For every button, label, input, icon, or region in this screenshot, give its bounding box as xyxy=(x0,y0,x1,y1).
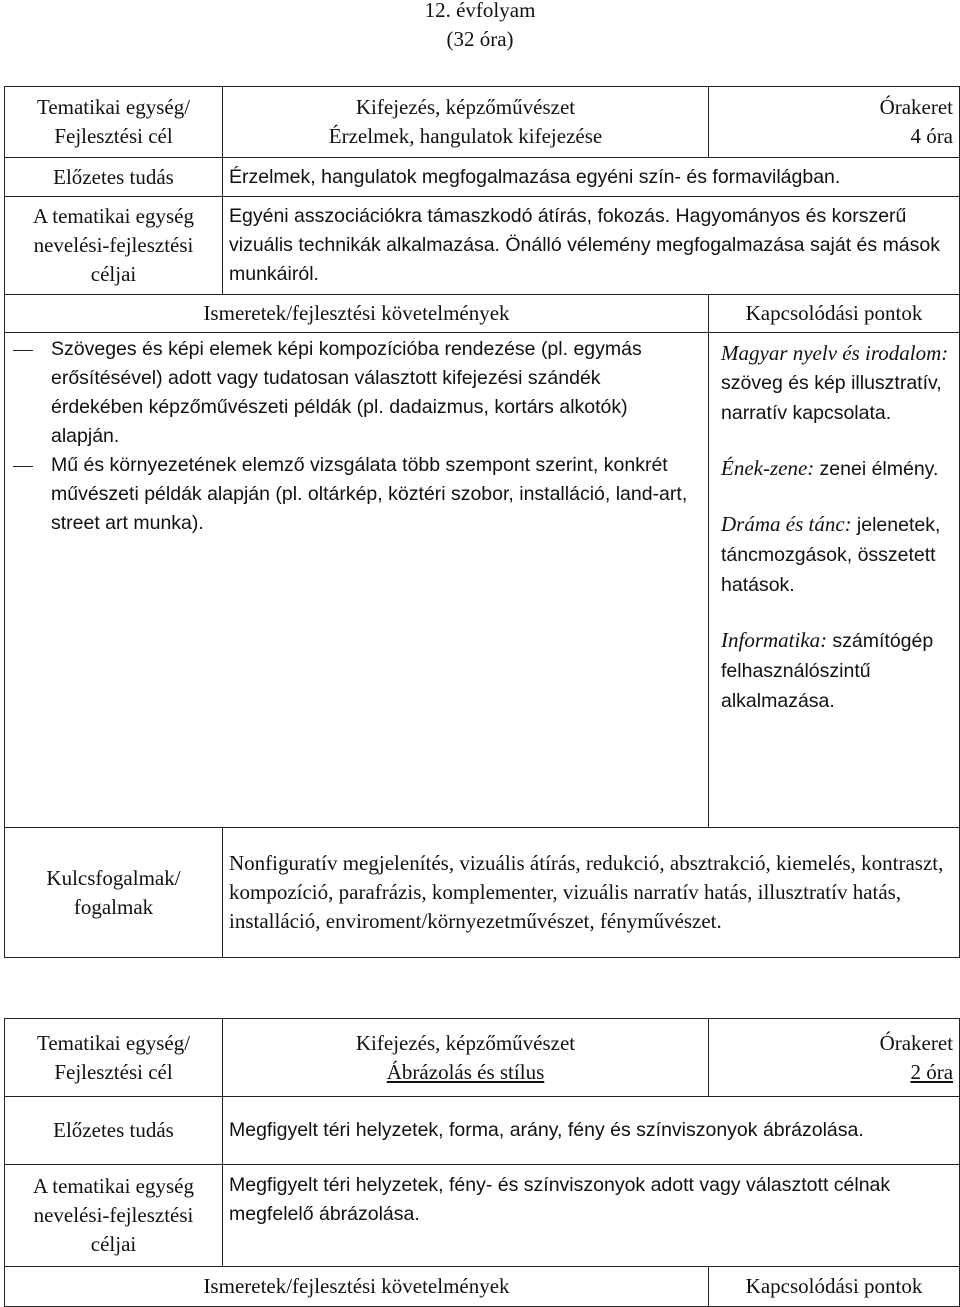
prereq-text: Megfigyelt téri helyzetek, forma, arány, fény és színviszonyok ábrázolása. xyxy=(223,1097,960,1165)
hours-cell xyxy=(709,87,960,158)
unit-2-table xyxy=(4,1018,960,1307)
keywords-label-line-2: fogalmak xyxy=(73,894,154,919)
goals-text: Megfigyelt téri helyzetek, fény- és színviszonyok adott vagy választott célnak megfelelő ábrázolása. xyxy=(223,1165,960,1267)
goals-label-cell xyxy=(5,197,223,295)
keywords-label-line-1: Kulcsfogalmak/ xyxy=(46,865,181,890)
unit-label-line-2: Fejlesztési cél xyxy=(54,1059,173,1084)
knowledge-header: Ismeretek/fejlesztési követelmények xyxy=(5,1267,709,1307)
keywords-label-cell xyxy=(5,828,223,958)
links-cell xyxy=(709,333,960,828)
requirement-item xyxy=(5,451,694,538)
requirement-text: Szöveges és képi elemek képi kompozícióba rendezése (pl. egymás erősítésével) adott vagy tudatosan választott kifejezési szándék érdekében képzőművészeti példák (pl. dadaizmus, kortárs alkotók) alapján. xyxy=(51,338,642,447)
grade-title: 12. évfolyam xyxy=(424,0,536,22)
requirement-item xyxy=(5,335,694,451)
unit-label-line-1: Tematikai egység/ xyxy=(36,95,191,119)
links-header: Kapcsolódási pontok xyxy=(709,1267,960,1307)
hours-cell xyxy=(709,1019,960,1097)
goals-label-cell xyxy=(5,1165,223,1267)
link-group xyxy=(721,339,951,428)
requirements-cell xyxy=(5,333,709,828)
unit-topic: Érzelmek, hangulatok kifejezése xyxy=(328,124,603,148)
unit-1-table xyxy=(4,86,960,958)
unit-subject: Kifejezés, képzőművészet xyxy=(355,1030,576,1055)
link-text: jelenetek, táncmozgások, összetett hatások. xyxy=(721,514,941,596)
unit-title-cell xyxy=(223,87,709,158)
link-subject: Ének-zene: xyxy=(721,456,815,480)
hours-value: 2 óra xyxy=(910,1059,954,1084)
dash-marker xyxy=(13,466,33,467)
hours-label: Órakeret xyxy=(879,95,954,119)
prereq-label: Előzetes tudás xyxy=(5,1097,223,1165)
link-text: számítógép felhasználószintű alkalmazása. xyxy=(721,630,934,712)
goals-label-line-2: nevelési-fejlesztési xyxy=(33,1203,194,1227)
prereq-label: Előzetes tudás xyxy=(5,158,223,197)
goals-label-line-2: nevelési-fejlesztési xyxy=(33,233,194,257)
requirement-text: Mű és környezetének elemző vizsgálata több szempont szerint, konkrét művészeti példák alapján (pl. oltárkép, köztéri szobor, installáció, land-art, street art munka). xyxy=(51,454,688,534)
goals-text: Egyéni asszociációkra támaszkodó átírás, fokozás. Hagyományos és korszerű vizuális technikák alkalmazása. Önálló vélemény megfogalmazása saját és mások munkáiról. xyxy=(223,197,960,295)
link-subject: Magyar nyelv és irodalom: xyxy=(721,341,949,365)
link-text: zenei élmény. xyxy=(819,458,939,480)
page-header xyxy=(0,0,960,54)
hours-value: 4 óra xyxy=(910,124,954,148)
dash-marker xyxy=(13,350,33,351)
hours-label: Órakeret xyxy=(879,1030,954,1055)
unit-title-cell xyxy=(223,1019,709,1097)
prereq-text: Érzelmek, hangulatok megfogalmazása egyéni szín- és formavilágban. xyxy=(223,158,960,197)
goals-label-line-1: A tematikai egység xyxy=(33,204,194,228)
unit-label-cell xyxy=(5,1019,223,1097)
links-header: Kapcsolódási pontok xyxy=(709,295,960,333)
unit-topic: Ábrázolás és stílus xyxy=(386,1059,545,1084)
link-group xyxy=(721,454,951,484)
unit-label-line-2: Fejlesztési cél xyxy=(54,124,173,148)
goals-label-line-3: céljai xyxy=(90,1232,137,1256)
goals-label-line-3: céljai xyxy=(90,262,137,286)
link-subject: Dráma és tánc: xyxy=(721,512,852,536)
knowledge-header: Ismeretek/fejlesztési követelmények xyxy=(5,295,709,333)
unit-subject: Kifejezés, képzőművészet xyxy=(355,95,576,119)
link-group xyxy=(721,626,951,716)
link-subject: Informatika: xyxy=(721,628,828,652)
link-text: szöveg és kép illusztratív, narratív kapcsolata. xyxy=(721,372,942,424)
grade-hours: (32 óra) xyxy=(446,27,514,51)
keywords-text: Nonfiguratív megjelenítés, vizuális átírás, redukció, absztrakció, kiemelés, kontraszt, kompozíció, parafrázis, komplementer, vizuális narratív hatás, illusztratív hatás, installáció, enviroment/környezetművészet, fényművészet. xyxy=(223,828,960,958)
goals-label-line-1: A tematikai egység xyxy=(33,1174,194,1198)
unit-label-line-1: Tematikai egység/ xyxy=(36,1030,191,1055)
unit-label-cell xyxy=(5,87,223,158)
link-group xyxy=(721,510,951,600)
